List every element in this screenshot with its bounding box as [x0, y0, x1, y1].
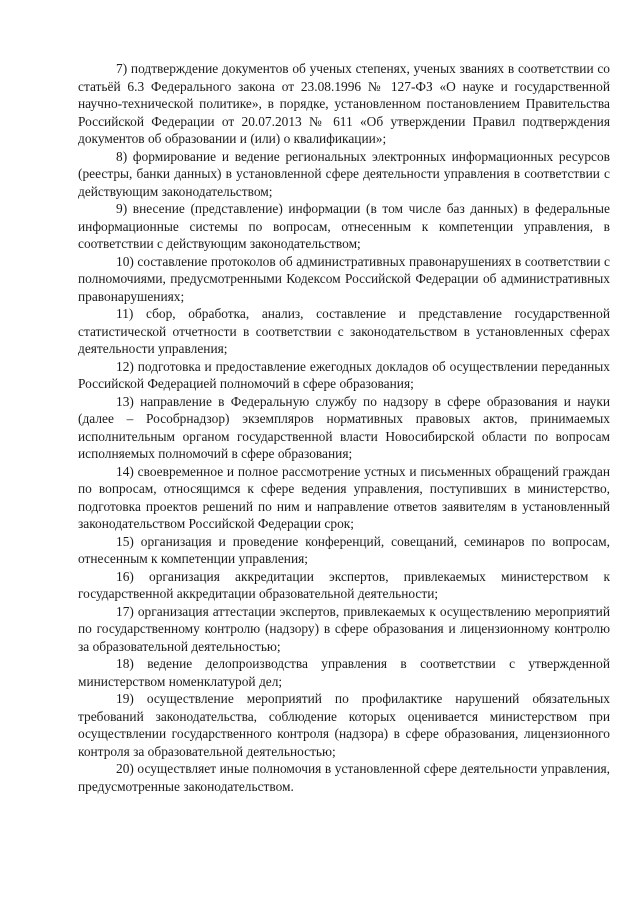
paragraph-item-12: 12) подготовка и предоставление ежегодных докладов об осуществлении переданных Российской Федерацией полномочий в сфере образования; — [78, 358, 610, 391]
paragraph-item-7: 7) подтверждение документов об ученых степенях, ученых званиях в соответствии со статьёй 6.3 Федерального закона от 23.08.1996 № 127-ФЗ «О науке и государственной научно-технической политике», в порядке, установленном постановлением Правительства Российской Федерации от 20.07.2013 № 611 «Об утверждении Правил подтверждения документов об образовании и (или) о квалификации»; — [78, 61, 610, 146]
paragraph-item-10: 10) составление протоколов об административных правонарушениях в соответствии с полномочиями, предусмотренными Кодексом Российской Федерации об административных правонарушениях; — [78, 253, 610, 304]
paragraph-item-20: 20) осуществляет иные полномочия в установленной сфере деятельности управления, предусмотренные законодательством. — [78, 761, 610, 794]
paragraph-item-9: 9) внесение (представление) информации (в том числе баз данных) в федеральные информационные системы по вопросам, отнесенным к компетенции управления, в соответствии с действующим законодательством; — [78, 201, 610, 251]
paragraph-item-15: 15) организация и проведение конференций, совещаний, семинаров по вопросам, отнесенным к компетенции управления; — [78, 533, 610, 566]
paragraph-item-16: 16) организация аккредитации экспертов, привлекаемых министерством к государственной аккредитации образовательной деятельности; — [78, 568, 610, 601]
paragraph-item-14: 14) своевременное и полное рассмотрение устных и письменных обращений граждан по вопросам, относящимся к сфере ведения управления, поступивших в министерство, подготовка проектов решений по ним и направление ответов заявителям в установленный законодательством Российской Федерации срок; — [78, 463, 610, 531]
paragraph-item-17: 17) организация аттестации экспертов, привлекаемых к осуществлению мероприятий по государственному контролю (надзору) в сфере образования и лицензионному контролю за образовательной деятельностью; — [78, 603, 610, 654]
paragraph-item-8: 8) формирование и ведение региональных электронных информационных ресурсов (реестры, банки данных) в установленной сфере деятельности управления в соответствии с действующим законодательством; — [78, 148, 610, 199]
paragraph-item-18: 18) ведение делопроизводства управления в соответствии с утвержденной министерством номенклатурой дел; — [78, 656, 610, 689]
paragraph-item-11: 11) сбор, обработка, анализ, составление и представление государственной статистической отчетности в соответствии с законодательством в установленных сферах деятельности управления; — [78, 306, 610, 356]
document-page — [78, 60, 610, 795]
paragraph-item-13: 13) направление в Федеральную службу по надзору в сфере образования и науки (далее – Рособрнадзор) экземпляров нормативных правовых актов, принимаемых исполнительным органом государственной власти Новосибирской области по вопросам исполняемых полномочий в сфере образования; — [78, 393, 610, 461]
paragraph-item-19: 19) осуществление мероприятий по профилактике нарушений обязательных требований законодательства, соблюдение которых оценивается министерством при осуществлении государственного контроля (надзора) в сфере образования, лицензионного контроля за образовательной деятельностью; — [78, 691, 610, 759]
